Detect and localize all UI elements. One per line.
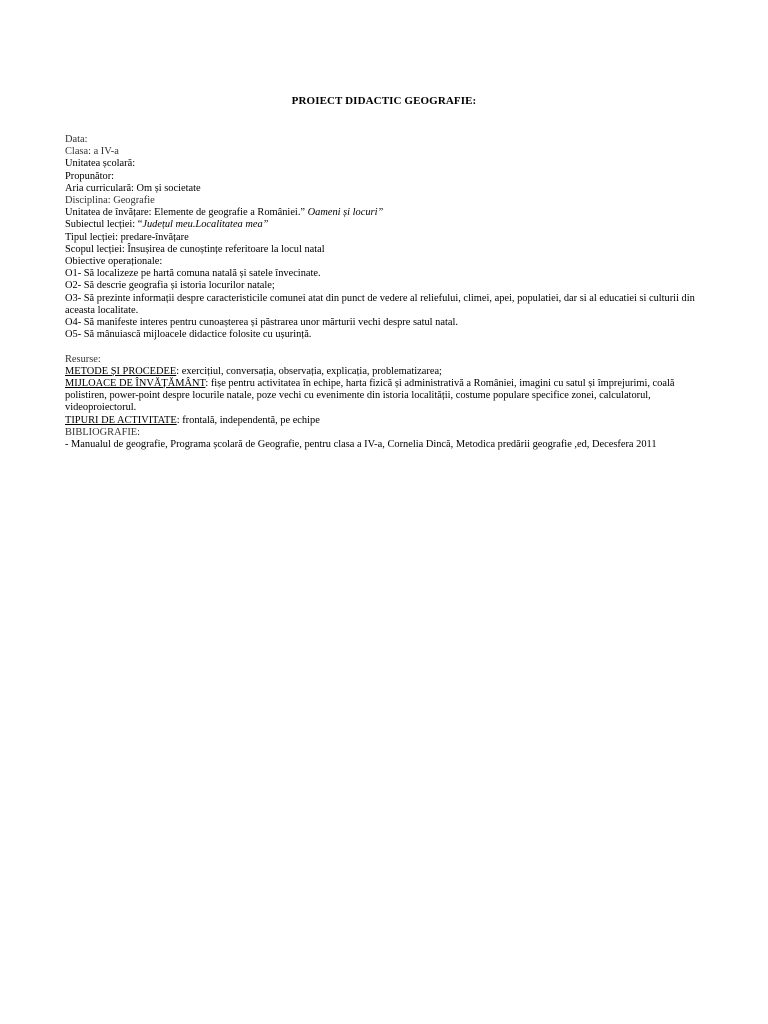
mijloace-line bbox=[65, 378, 705, 415]
data-line: Data: bbox=[65, 134, 88, 145]
subiectul-text: Subiectul lecției: “ bbox=[65, 219, 143, 231]
unitatea-invatare-line bbox=[65, 207, 705, 219]
spacer bbox=[65, 341, 705, 353]
clasa-line: Clasa: a IV-a bbox=[65, 146, 119, 158]
mijloace-label: MIJLOACE DE ÎNVĂȚĂMÂNT bbox=[65, 378, 206, 390]
tipul-lectiei-line: Tipul lecției: predare-învățare bbox=[65, 231, 189, 243]
objective-o2: O2- Să descrie geografia și istoria locurilor natale; bbox=[65, 280, 275, 292]
tipuri-label: TIPURI DE ACTIVITATE bbox=[65, 414, 177, 426]
unitatea-invatare-italic: Oameni și locuri” bbox=[307, 207, 384, 219]
resurse-heading: Resurse: bbox=[65, 353, 101, 365]
aria-curriculara-line: Aria curriculară: Om și societate bbox=[65, 182, 201, 194]
subiectul-line bbox=[65, 219, 705, 231]
unitatea-invatare-text: Unitatea de învățare: Elemente de geografie a României.” bbox=[65, 207, 308, 219]
objective-o4: O4- Să manifeste interes pentru cunoașterea și păstrarea unor mărturii vechi despre satul natal. bbox=[65, 317, 458, 329]
bibliografie-text: - Manualul de geografie, Programa școlară de Geografie, pentru clasa a IV-a, Cornelia Dincă, Metodica predării geografie ,ed, Decesfera 2011 bbox=[65, 439, 657, 451]
propunator-line: Propunător: bbox=[65, 170, 115, 182]
obiective-heading: Obiective operaționale: bbox=[65, 256, 163, 268]
document-body bbox=[65, 134, 705, 451]
tipuri-line bbox=[65, 415, 705, 427]
bibliografie-heading: BIBLIOGRAFIE: bbox=[65, 426, 141, 438]
document-title: PROIECT DIDACTIC GEOGRAFIE: bbox=[291, 95, 477, 107]
disciplina-line: Disciplina: Geografie bbox=[65, 195, 155, 207]
scopul-lectiei-line: Scopul lecției: Însușirea de cunoștințe referitoare la locul natal bbox=[65, 243, 325, 255]
metode-text: : exercițiul, conversația, observația, explicația, problematizarea; bbox=[176, 365, 442, 377]
objective-o1: O1- Să localizeze pe hartă comuna natală și satele învecinate. bbox=[65, 268, 321, 280]
mijloace-text: : fișe pentru activitatea în echipe, harta fizică și administrativă a României, imagini cu satul și împrejurimi, coală polistiren, power-point despre locurile natale, poze vechi cu evenimente din istoria localității, costume populare specifice zonei, calculatorul, videoproiectorul. bbox=[65, 378, 675, 414]
objective-o3: O3- Să prezinte informații despre caracteristicile comunei atat din punct de vedere al reliefului, climei, apei, populatiei, dar si al educatiei si culturii din aceasta localitate. bbox=[65, 292, 695, 316]
metode-label: METODE ȘI PROCEDEE bbox=[65, 365, 177, 377]
unitatea-scolara-line: Unitatea școlară: bbox=[65, 158, 136, 170]
subiectul-italic: Județul meu.Localitatea mea” bbox=[142, 219, 269, 231]
metode-line bbox=[65, 366, 705, 378]
tipuri-text: : frontală, independentă, pe echipe bbox=[176, 414, 320, 426]
objective-o5: O5- Să mânuiască mijloacele didactice folosite cu ușurință. bbox=[65, 329, 312, 341]
